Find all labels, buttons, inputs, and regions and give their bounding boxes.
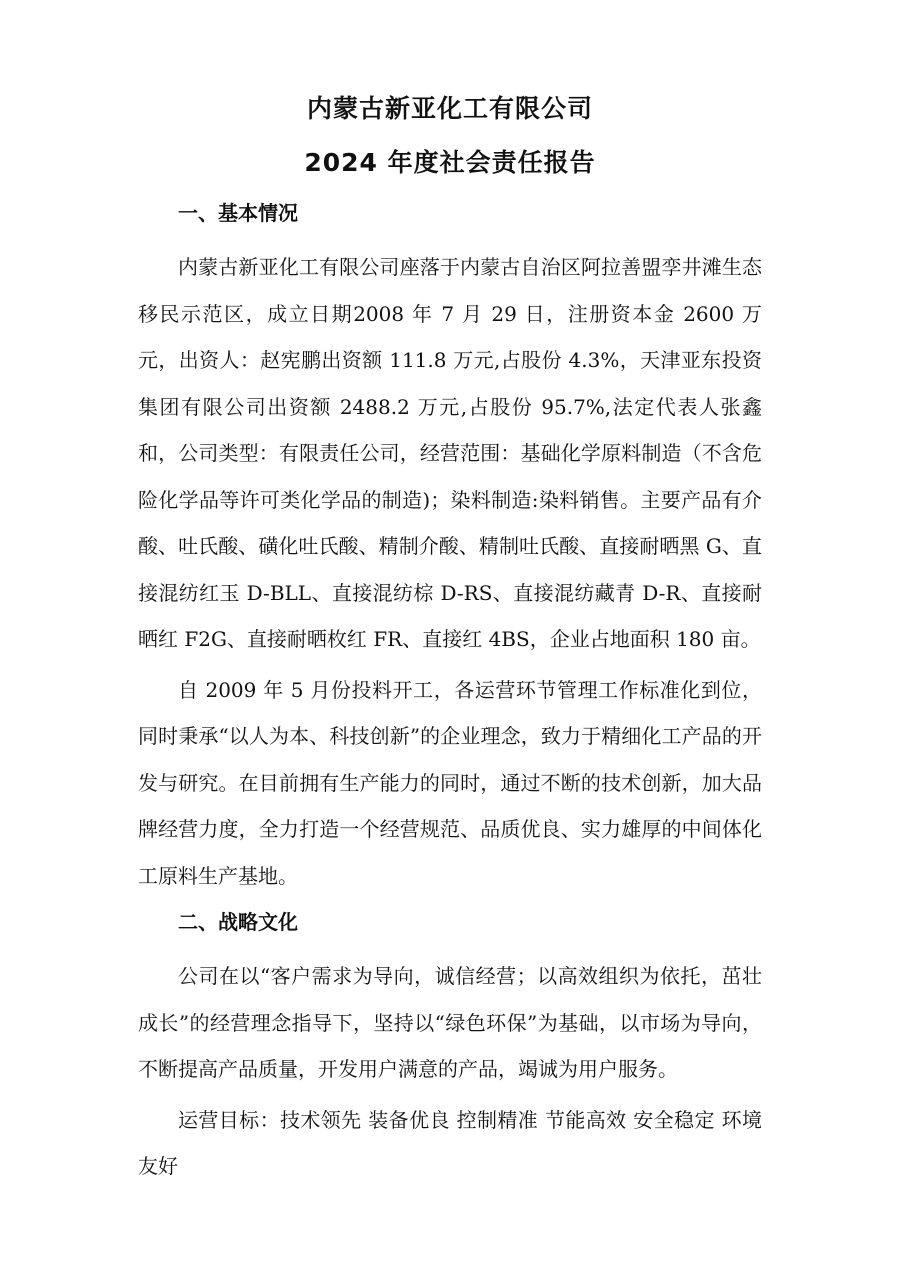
paragraph-development: 自 2009 年 5 月份投料开工，各运营环节管理工作标准化到位，同时秉承“以人为本、科技创新”的企业理念，致力于精细化工产品的开发与研究。在目前拥有生产能力的同时，通过不断的技术创新，加大品牌经营力度，全力打造一个经营规范、品质优良、实力雄厚的中间体化工原料生产基地。 (138, 677, 762, 888)
paragraph-company-overview: 内蒙古新亚化工有限公司座落于内蒙古自治区阿拉善盟孪井滩生态移民示范区，成立日期2008 年 7 月 29 日，注册资本金 2600 万元，出资人：赵宪鹏出资额 111.8 万元,占股份 4.3%，天津亚东投资集团有限公司出资额 2488.2 万元,占股份 95.7%,法定代表人张鑫和，公司类型：有限责任公司，经营范围：基础化学原料制造（不含危险化学品等许可类化学品的制造)；染料制造:染料销售。主要产品有介酸、吐氏酸、磺化吐氏酸、精制介酸、精制吐氏酸、直接耐晒黑 G、直接混纺红玉 D-BLL、直接混纺棕 D-RS、直接混纺藏青 D-R、直接耐晒红 F2G、直接耐晒枚红 FR、直接红 4BS，企业占地面积 180 亩。 (138, 255, 762, 651)
document-title-report: 2024 年度社会责任报告 (304, 148, 596, 177)
paragraph-business-philosophy: 公司在以“客户需求为导向，诚信经营；以高效组织为依托，茁壮成长”的经营理念指导下，坚持以“绿色环保”为基础，以市场为导向，不断提高产品质量，开发用户满意的产品，竭诚为用户服务。 (138, 964, 762, 1081)
paragraph-operational-goals: 运营目标：技术领先 装备优良 控制精准 节能高效 安全稳定 环境友好 (138, 1107, 762, 1178)
section-heading-basic-info: 一、基本情况 (178, 201, 298, 225)
section-heading-strategy-culture: 二、战略文化 (178, 910, 298, 934)
document-title-company: 内蒙古新亚化工有限公司 (306, 94, 593, 123)
